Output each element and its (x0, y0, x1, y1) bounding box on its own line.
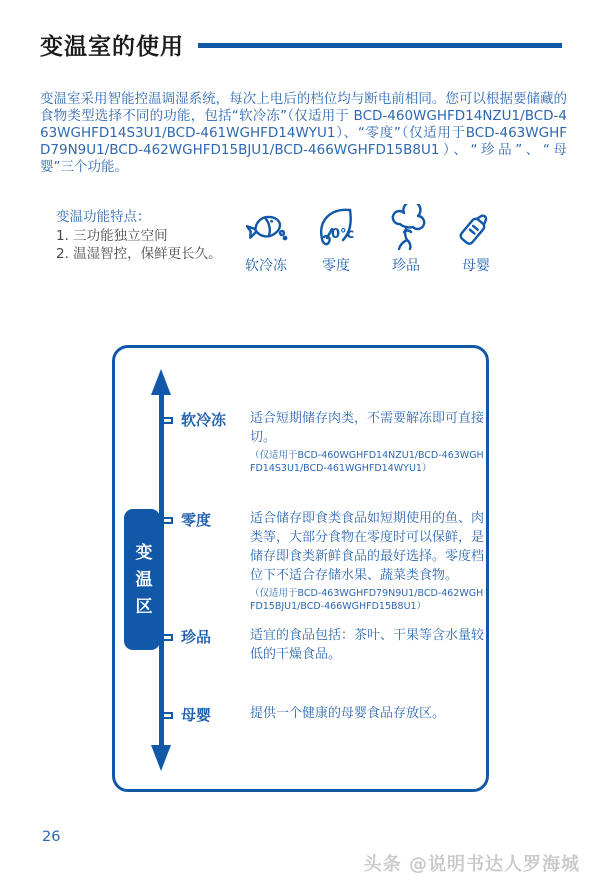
features-block (56, 208, 222, 263)
section-note: （仅适用于BCD-463WGHFD79N9U1/BCD-462WGHFD15BJU1/BCD-466WGHFD15B8U1） (250, 588, 484, 612)
section-desc-soft-freeze (250, 409, 484, 475)
intro-paragraph: 变温室采用智能控温调湿系统，每次上电后的档位均与断电前相同。您可以根据要储藏的食物类型选择不同的功能，包括“软冷冻”（仅适用于 BCD-460WGHFD14NZU1/BCD-463WGHFD14S3U1/BCD-461WGHFD14WYU1）、“零度”（仅适用于BCD-463WGHFD79N9U1/BCD-462WGHFD15BJU1/BCD-466WGHFD15B8U1）、“珍品”、“母婴”三个功能。 (40, 91, 567, 175)
tick-mark (163, 417, 173, 424)
section-label-zero-degree: 零度 (181, 511, 212, 529)
section-desc-text: 适合储存即食类食品如短期使用的鱼、肉类等，大部分食物在零度时可以保鲜，是储存即食类新鲜食品的最好选择。零度档位下不适合存储水果、蔬菜类食物。 (250, 511, 485, 583)
mode-mother-baby (444, 204, 508, 275)
feature-item: 2. 温湿智控，保鲜更长久。 (56, 246, 222, 262)
mode-treasure (374, 204, 438, 275)
feature-item: 1. 三功能独立空间 (56, 228, 168, 244)
zone-badge: 变温区 (124, 509, 160, 650)
section-desc-mother-baby (250, 704, 484, 723)
page-title: 变温室的使用 (40, 34, 184, 60)
section-desc-zero-degree (250, 509, 484, 613)
tick-mark (163, 634, 173, 641)
section-desc-text: 适宜的食品包括：茶叶、干果等含水量较低的干燥食品。 (250, 628, 485, 662)
temperature-zone-diagram (112, 345, 489, 792)
tick-mark (163, 517, 173, 524)
watermark: 头条 @说明书达人罗海城 (363, 854, 580, 875)
mode-label: 母婴 (462, 258, 490, 274)
mode-label: 零度 (322, 258, 350, 274)
arrow-up-icon (151, 369, 171, 395)
section-label-mother-baby: 母婴 (181, 706, 212, 724)
fish-icon (243, 204, 289, 250)
mode-label: 软冷冻 (245, 258, 287, 274)
section-label-treasure: 珍品 (181, 628, 212, 646)
section-note: （仅适用于BCD-460WGHFD14NZU1/BCD-463WGHFD14S3U1/BCD-461WGHFD14WYU1） (250, 450, 484, 474)
ginseng-icon (383, 204, 429, 250)
features-heading: 变温功能特点： (56, 209, 151, 225)
baby-bottle-icon (453, 204, 499, 250)
tick-mark (163, 712, 173, 719)
zero-degree-icon (313, 204, 359, 250)
mode-label: 珍品 (392, 258, 420, 274)
mode-soft-freeze (234, 204, 298, 275)
section-desc-text: 适合短期储存肉类，不需要解冻即可直接切。 (250, 411, 485, 445)
section-desc-text: 提供一个健康的母婴食品存放区。 (250, 706, 446, 721)
arrow-down-icon (151, 745, 171, 771)
section-label-soft-freeze: 软冷冻 (181, 411, 227, 429)
section-desc-treasure (250, 626, 484, 664)
page-number: 26 (42, 829, 61, 845)
svg-text:0°c: 0°c (331, 227, 355, 242)
page-header (40, 28, 562, 61)
title-rule (198, 43, 562, 48)
mode-zero-degree (304, 204, 368, 275)
mode-icons-row (234, 204, 508, 275)
